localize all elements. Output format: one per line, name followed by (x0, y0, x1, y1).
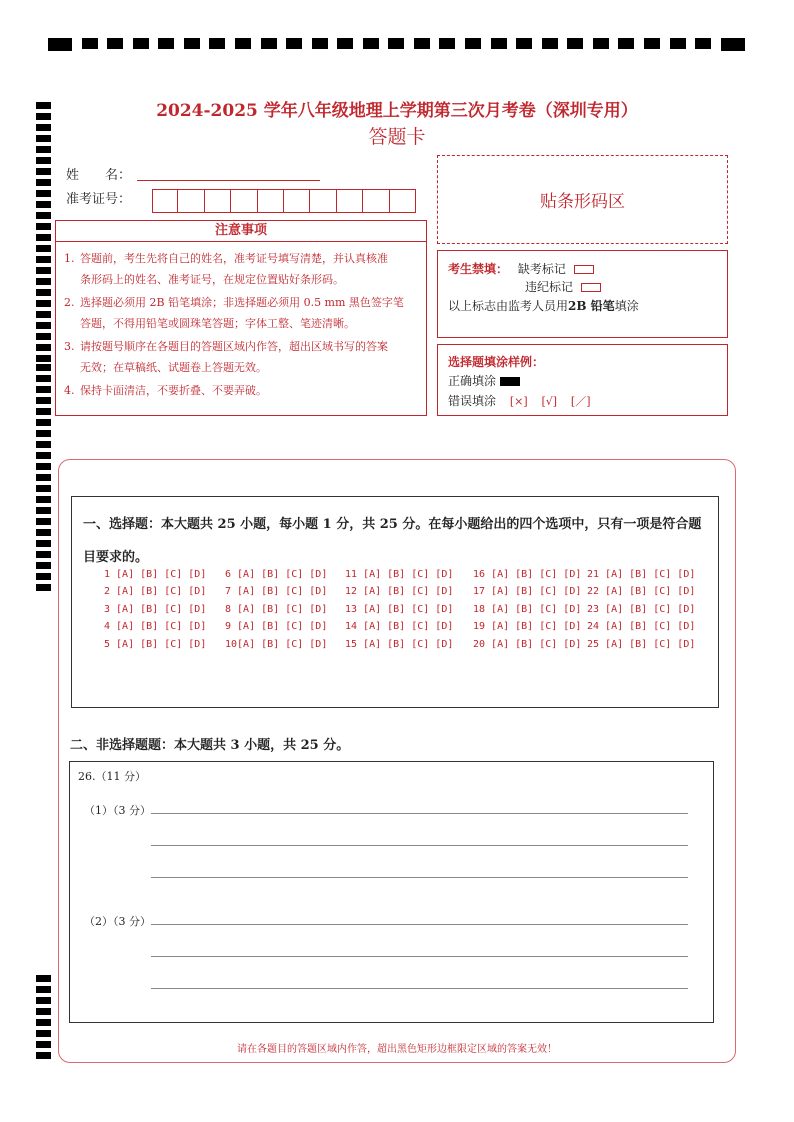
question-26-box (69, 761, 714, 1023)
sample-label: 选择题填涂样例： (448, 355, 545, 369)
footer-warning: 请在各题目的答题区域内作答，超出黑色矩形边框限定区域的答案无效！ (237, 1044, 557, 1055)
wrong-fill-label: 错误填涂 (448, 394, 497, 408)
proctor-note: 以上标志由监考人员用2B 铅笔填涂 (448, 299, 639, 313)
mc-question-row[interactable]: 13 [A] [B] [C] [D] (345, 603, 454, 615)
mc-column-3 (345, 566, 453, 653)
id-digit-box[interactable] (284, 189, 310, 213)
mc-question-row[interactable]: 4 [A] [B] [C] [D] (104, 621, 207, 633)
name-label: 姓 名： (66, 168, 132, 183)
answer-line[interactable] (151, 988, 688, 989)
notice-item: 1. 答题前，考生先将自己的姓名，准考证号填写清楚，并认真核准 条形码上的姓名、准考证号，在规定位置贴好条形码。 (64, 252, 388, 286)
mc-question-row[interactable]: 9 [A] [B] [C] [D] (225, 621, 328, 633)
mc-question-row[interactable]: 18 [A] [B] [C] [D] (473, 603, 582, 615)
id-digit-box[interactable] (178, 189, 204, 213)
mc-question-row[interactable]: 24 [A] [B] [C] [D] (587, 621, 696, 633)
mc-question-row[interactable]: 8 [A] [B] [C] [D] (225, 603, 328, 615)
wrong-mark-slash: [／] (570, 395, 591, 408)
absent-mark-box[interactable] (574, 265, 594, 274)
mc-question-row[interactable]: 19 [A] [B] [C] [D] (473, 621, 582, 633)
mc-column-1 (104, 566, 206, 653)
barcode-area (437, 155, 728, 244)
mc-question-row[interactable]: 23 [A] [B] [C] [D] (587, 603, 696, 615)
exam-title: 2024-2025 学年八年级地理上学期第三次月考卷（深圳专用） (156, 101, 638, 121)
id-digit-box[interactable] (205, 189, 231, 213)
mc-question-row[interactable]: 6 [A] [B] [C] [D] (225, 569, 328, 580)
violation-mark-box[interactable] (581, 283, 601, 292)
name-field[interactable] (137, 180, 320, 181)
correct-fill-example (500, 377, 520, 386)
mc-question-row[interactable]: 22 [A] [B] [C] [D] (587, 586, 696, 598)
mc-question-row[interactable]: 21 [A] [B] [C] [D] (587, 569, 696, 580)
mc-question-row[interactable]: 15 [A] [B] [C] [D] (345, 638, 454, 650)
notice-heading: 注意事项 (56, 221, 426, 242)
notice-panel (55, 220, 427, 416)
id-digit-box[interactable] (152, 189, 178, 213)
mc-question-row[interactable]: 2 [A] [B] [C] [D] (104, 586, 207, 598)
mc-section-title: 一、选择题：本大题共 25 小题，每小题 1 分，共 25 分。在每小题给出的四个选项中，只有一项是符合题目要求的。 (83, 517, 702, 565)
id-digit-box[interactable] (258, 189, 284, 213)
side-timing-marks-middle (36, 364, 51, 595)
top-timing-marks (48, 38, 745, 50)
id-digit-box[interactable] (390, 189, 416, 213)
id-digit-box[interactable] (231, 189, 257, 213)
mc-question-row[interactable]: 14 [A] [B] [C] [D] (345, 621, 454, 633)
id-digit-box[interactable] (363, 189, 389, 213)
mc-question-row[interactable]: 3 [A] [B] [C] [D] (104, 603, 207, 615)
exam-id-boxes[interactable] (152, 189, 416, 213)
mc-question-row[interactable]: 1 [A] [B] [C] [D] (104, 569, 207, 580)
mc-question-row[interactable]: 10[A] [B] [C] [D] (225, 638, 328, 650)
answer-line[interactable] (151, 877, 688, 878)
barcode-label: 贴条形码区 (540, 192, 625, 212)
notice-item: 3. 请按题号顺序在各题目的答题区域内作答，超出区域书写的答案 无效；在草稿纸、试题卷上答题无效。 (64, 340, 388, 374)
answer-line[interactable] (151, 956, 688, 957)
id-digit-box[interactable] (337, 189, 363, 213)
card-subtitle: 答题卡 (368, 126, 426, 148)
mc-question-row[interactable]: 17 [A] [B] [C] [D] (473, 586, 582, 598)
answer-line[interactable] (151, 924, 688, 925)
wrong-mark-cross: [×] (509, 395, 528, 408)
mc-question-row[interactable]: 7 [A] [B] [C] [D] (225, 586, 328, 598)
notice-item: 2. 选择题必须用 2B 铅笔填涂；非选择题必须用 0.5 mm 黑色签字笔 答题，不得用铅笔或圆珠笔答题；字体工整、笔迹清晰。 (64, 296, 404, 330)
correct-fill-label: 正确填涂 (448, 374, 497, 388)
wrong-mark-check: [√] (541, 395, 558, 408)
answer-line[interactable] (151, 845, 688, 846)
mc-column-4 (473, 566, 581, 653)
mc-question-row[interactable]: 12 [A] [B] [C] [D] (345, 586, 454, 598)
absent-mark-label: 缺考标记 (517, 262, 566, 276)
mc-question-row[interactable]: 25 [A] [B] [C] [D] (587, 638, 696, 650)
answer-line[interactable] (151, 813, 688, 814)
mc-question-row[interactable]: 20 [A] [B] [C] [D] (473, 638, 582, 650)
sub-question-1-label: （1）（3 分） (84, 804, 151, 817)
mc-column-5 (587, 566, 695, 653)
non-choice-section-title: 二、非选择题题：本大题共 3 小题，共 25 分。 (70, 738, 350, 753)
exam-id-label: 准考证号： (66, 192, 132, 207)
proctor-label: 考生禁填： (448, 262, 509, 276)
notice-item: 4. 保持卡面清洁，不要折叠、不要弄破。 (64, 384, 267, 397)
violation-mark-label: 违纪标记 (525, 280, 574, 294)
mc-question-row[interactable]: 16 [A] [B] [C] [D] (473, 569, 582, 580)
proctor-marks-panel (437, 250, 728, 338)
question-26-heading: 26.（11 分） (78, 770, 146, 783)
mc-question-row[interactable]: 5 [A] [B] [C] [D] (104, 638, 207, 650)
mc-column-2 (225, 566, 327, 653)
sub-question-2-label: （2）（3 分） (84, 915, 151, 928)
fill-sample-panel (437, 344, 728, 416)
mc-question-row[interactable]: 11 [A] [B] [C] [D] (345, 569, 454, 580)
id-digit-box[interactable] (310, 189, 336, 213)
